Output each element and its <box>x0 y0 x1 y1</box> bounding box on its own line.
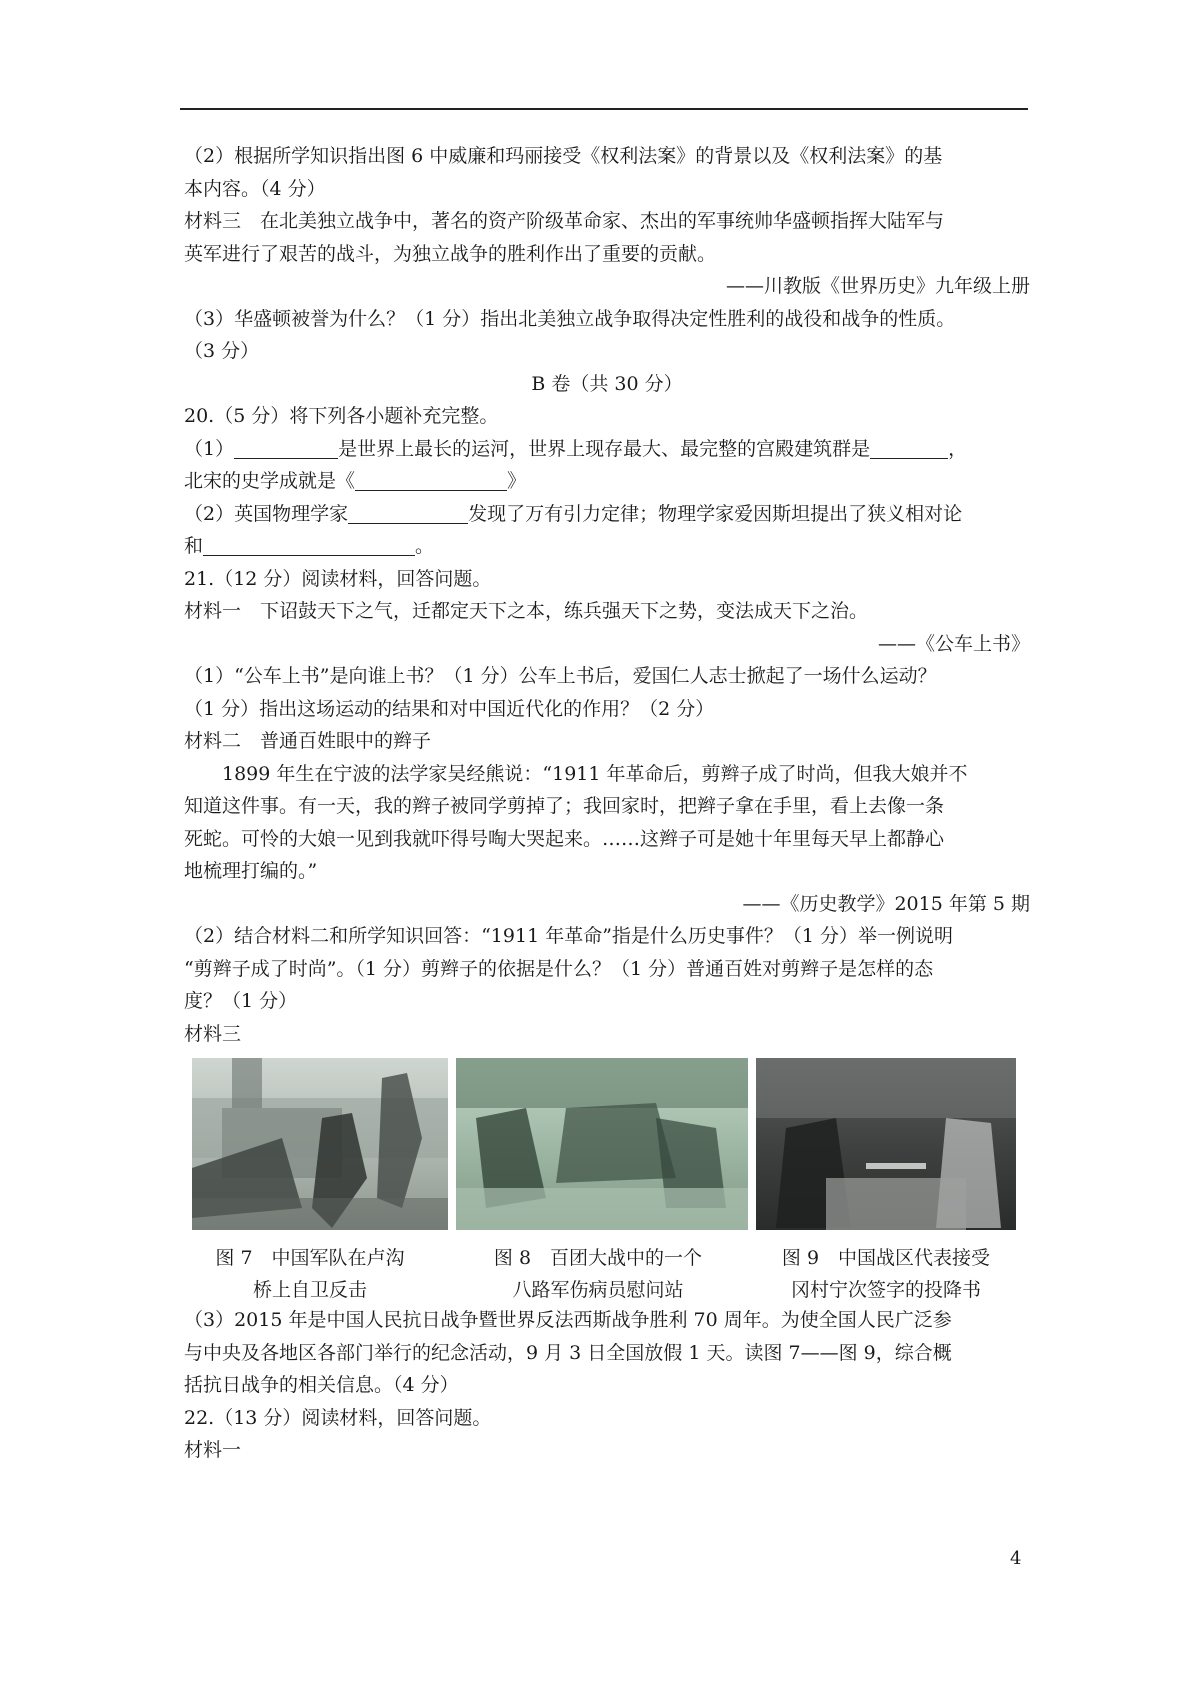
q20-sub2-line2 <box>184 530 1030 563</box>
page-content <box>184 140 1030 1467</box>
section-b-title: B 卷（共 30 分） <box>531 372 683 395</box>
q21-sub3-line2: 与中央及各地区各部门举行的纪念活动，9 月 3 日全国放假 1 天。读图 7——图 9，综合概 <box>184 1341 952 1364</box>
q21-sub2-line3: 度？（1 分） <box>184 990 298 1012</box>
header-rule <box>180 108 1028 110</box>
q21-sub1-line2: （1 分）指出这场运动的结果和对中国近代化的作用？（2 分） <box>184 697 715 720</box>
q20-sub1-prefix: （1） <box>184 437 235 460</box>
figure-9-caption-line1: 图 9 中国战区代表接受 <box>781 1247 991 1269</box>
q20-sub1-close-bracket: 》 <box>507 470 527 492</box>
q21-sub3-line1: （3）2015 年是中国人民抗日战争暨世界反法西斯战争胜利 70 周年。为使全国人民广泛参 <box>184 1309 952 1331</box>
q19-sub2-line2: 本内容。（4 分） <box>184 177 326 200</box>
q21-sub1-line1: （1）“公车上书”是向谁上书？（1 分）公车上书后，爱国仁人志士掀起了一场什么运动？ <box>184 665 937 687</box>
figure-7-caption-line1: 图 7 中国军队在卢沟 <box>215 1247 405 1269</box>
q20-sub2-line1 <box>184 498 1030 531</box>
q20-sub1-text: 是世界上最长的运河，世界上现存最大、最完整的宫殿建筑群是 <box>338 437 871 460</box>
blank-longest-canal[interactable] <box>234 436 338 459</box>
q21-material2-line4: 地梳理打编的。” <box>184 860 318 882</box>
surrender-signing-photo <box>756 1058 1016 1230</box>
q22-stem: 22.（13 分）阅读材料，回答问题。 <box>184 1406 492 1429</box>
q20-stem: 20.（5 分）将下列各小题补充完整。 <box>184 405 499 427</box>
q19-material3-source: ——川教版《世界历史》九年级上册 <box>725 275 1030 297</box>
q20-sub2-period: 。 <box>415 535 435 557</box>
hundred-regiments-photo <box>456 1058 748 1230</box>
blank-relativity-theory[interactable] <box>203 533 415 556</box>
q21-stem: 21.（12 分）阅读材料，回答问题。 <box>184 567 492 590</box>
q20-sub1-comma: ， <box>948 437 968 460</box>
q21-material3-title: 材料三 <box>184 1022 242 1045</box>
figure-8-caption-line1: 图 8 百团大战中的一个 <box>493 1247 703 1269</box>
figure-9-caption-line2: 冈村宁次签字的投降书 <box>790 1279 981 1301</box>
q22-material1-title: 材料一 <box>184 1439 242 1461</box>
q19-sub2-line1: （2）根据所学知识指出图 6 中威廉和玛丽接受《权利法案》的背景以及《权利法案》的基 <box>184 145 943 167</box>
q21-material2-title: 材料二 普通百姓眼中的辫子 <box>184 730 432 752</box>
q20-sub1-line1 <box>184 433 1030 466</box>
q19-sub3-line2: （3 分） <box>184 340 260 362</box>
blank-palace-complex[interactable] <box>870 436 948 459</box>
lugou-bridge-photo <box>192 1058 448 1230</box>
q20-sub1-song-text: 北宋的史学成就是《 <box>184 470 356 492</box>
q21-material1: 材料一 下诏鼓天下之气，迁都定天下之本，练兵强天下之势，变法成天下之治。 <box>184 600 869 622</box>
blank-physicist-name[interactable] <box>348 501 468 524</box>
figure-row <box>184 1050 1030 1304</box>
figure-7-caption-line2: 桥上自卫反击 <box>252 1279 367 1301</box>
q21-material2-source: ——《历史教学》2015 年第 5 期 <box>742 892 1030 915</box>
blank-song-history-work[interactable] <box>355 468 507 491</box>
q20-sub2-text: 发现了万有引力定律；物理学家爱因斯坦提出了狭义相对论 <box>468 502 963 525</box>
q20-sub2-and: 和 <box>184 535 204 557</box>
q19-material3-line1: 材料三 在北美独立战争中，著名的资产阶级革命家、杰出的军事统帅华盛顿指挥大陆军与 <box>184 210 945 232</box>
figure-8 <box>456 1058 748 1306</box>
q19-material3-line2: 英军进行了艰苦的战斗，为独立战争的胜利作出了重要的贡献。 <box>184 242 717 265</box>
q21-material2-line1: 1899 年生在宁波的法学家吴经熊说：“1911 年革命后，剪辫子成了时尚，但我大娘并不 <box>222 762 968 785</box>
figure-9 <box>756 1058 1016 1306</box>
figure-8-caption-line2: 八路军伤病员慰问站 <box>512 1279 684 1301</box>
q21-sub3-line3: 括抗日战争的相关信息。（4 分） <box>184 1374 459 1396</box>
q21-material2-line3: 死蛇。可怜的大娘一见到我就吓得号啕大哭起来。……这辫子可是她十年里每天早上都静心 <box>184 827 945 850</box>
q21-sub2-line1: （2）结合材料二和所学知识回答：“1911 年革命”指是什么历史事件？（1 分）举一例说明 <box>184 925 954 947</box>
q21-material1-source: ——《公车上书》 <box>877 632 1030 655</box>
q20-sub2-prefix: （2）英国物理学家 <box>184 502 349 525</box>
figure-7 <box>192 1058 448 1306</box>
q21-sub2-line2: “剪辫子成了时尚”。（1 分）剪辫子的依据是什么？（1 分）普通百姓对剪辫子是怎样的态 <box>184 957 934 980</box>
q20-sub1-line2 <box>184 465 1030 498</box>
page-number: 4 <box>1010 1548 1022 1569</box>
q21-material2-line2: 知道这件事。有一天，我的辫子被同学剪掉了；我回家时，把辫子拿在手里，看上去像一条 <box>184 795 945 817</box>
q19-sub3-line1: （3）华盛顿被誉为什么？（1 分）指出北美独立战争取得决定性胜利的战役和战争的性质。 <box>184 307 956 330</box>
